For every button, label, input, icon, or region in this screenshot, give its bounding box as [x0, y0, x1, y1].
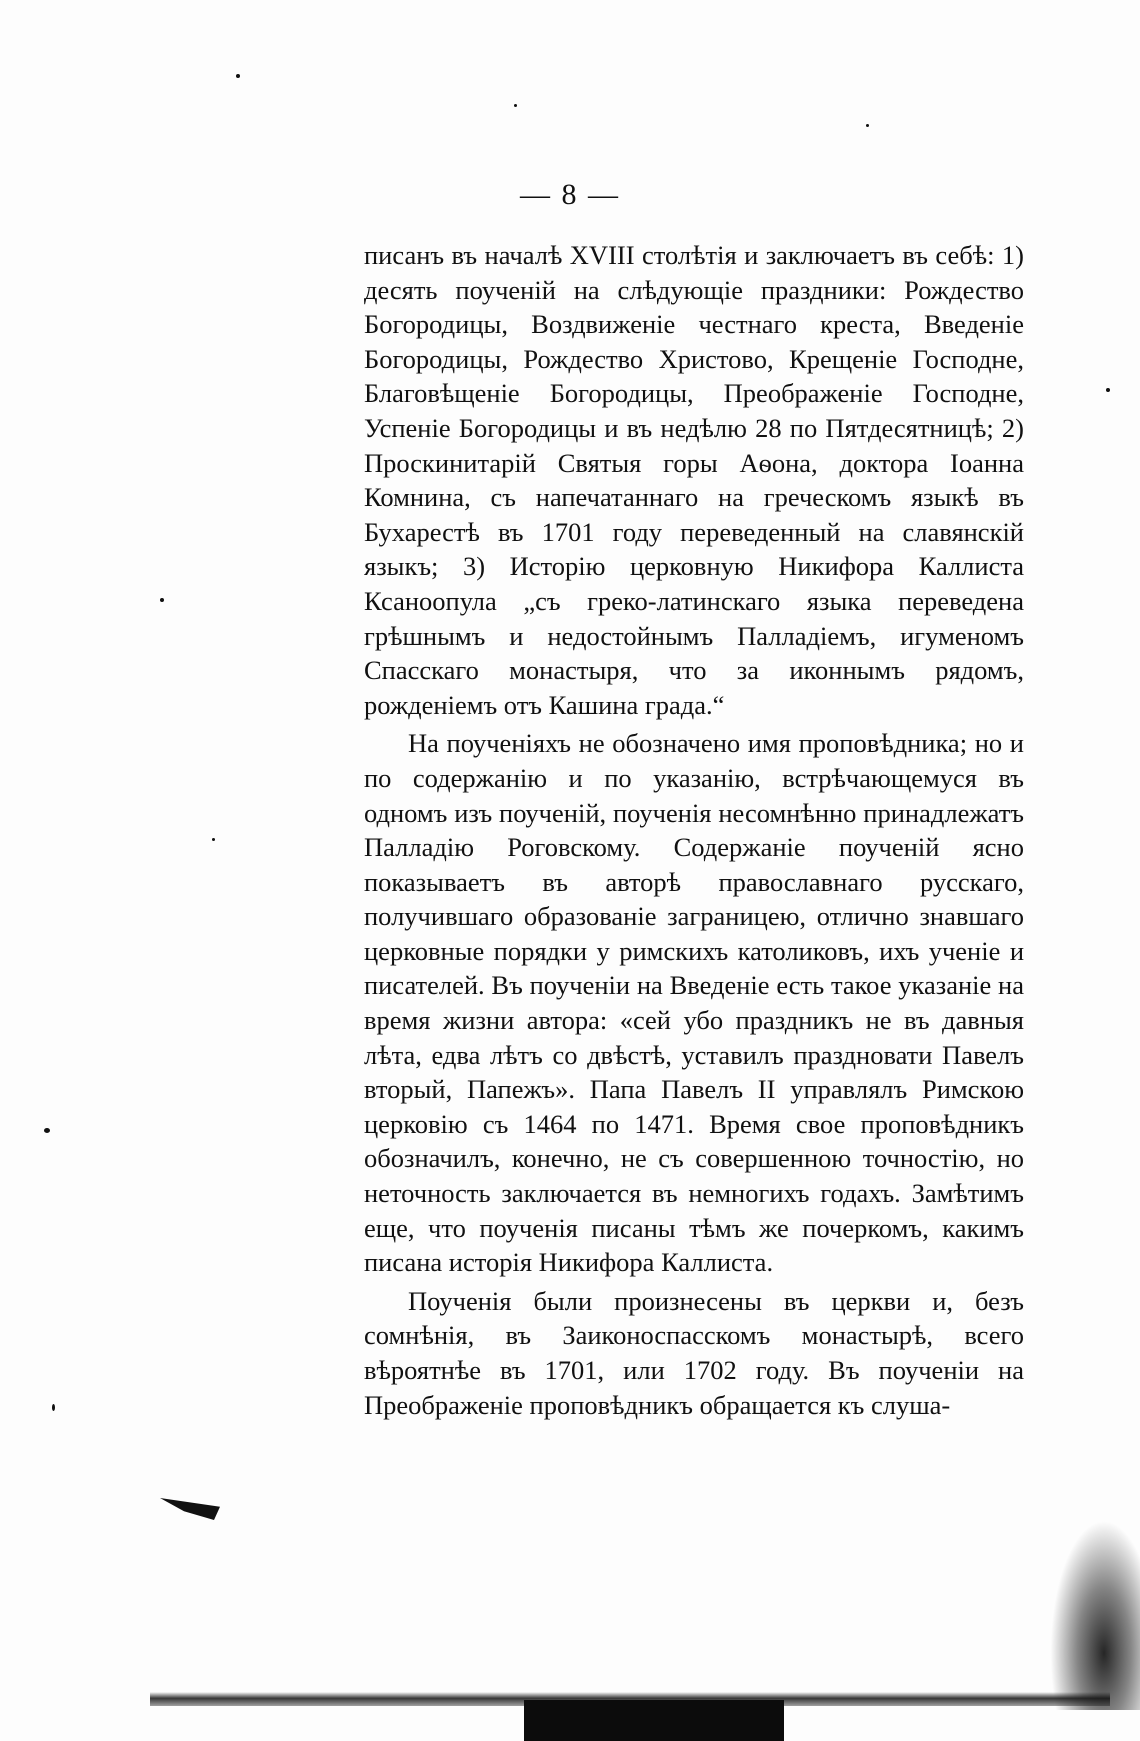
scan-speck	[866, 124, 869, 127]
scan-speck	[44, 1128, 50, 1133]
paragraph-3: Поученія были произнесены въ церкви и, безъ сомнѣнія, въ Заиконоспасскомъ монастырѣ, всего вѣроятнѣе въ 1701, или 1702 году. Въ поученіи на Преображеніе проповѣдникъ обращается къ слуша-	[364, 1285, 1024, 1420]
paragraph-1: писанъ въ началѣ XVIII столѣтія и заключаетъ въ себѣ: 1) десять поученій на слѣдующіе праздники: Рождество Богородицы, Воздвиженіе честнаго креста, Введеніе Богородицы, Рождество Христово, Крещеніе Господне, Благовѣщеніе Богородицы, Преображеніе Господне, Успеніе Богородицы и въ недѣлю 28 по Пятдесятницѣ; 2) Проскинитарій Святыя горы Аѳона, доктора Іоанна Комнина, съ напечатаннаго на греческомъ языкѣ въ Бухарестѣ въ 1701 году переведенный на славянскій языкъ; 3) Исторію церковную Никифора Каллиста Ксаноопула „съ греко-латинскаго языка переведена грѣшнымъ и недостойнымъ Палладіемъ, игуменомъ Спасскаго монастыря, что за иконнымъ рядомъ, рожденіемъ отъ Кашина града.“	[364, 240, 1024, 720]
scan-corner-smudge	[1050, 1520, 1140, 1710]
scan-speck	[236, 74, 240, 78]
scan-binding-strip	[524, 1700, 784, 1741]
scan-speck	[52, 1404, 55, 1411]
scan-speck	[212, 838, 215, 841]
scan-speck	[160, 598, 164, 602]
paragraph-2: На поученіяхъ не обозначено имя проповѣдника; но и по содержанію и по указанію, встрѣчающемуся въ одномъ изъ поученій, поученія несомнѣнно принадлежатъ Палладію Роговскому. Содержаніе поученій ясно показываетъ въ авторѣ православнаго русскаго, получившаго образованіе заграницею, отлично знавшаго церковные порядки у римскихъ католиковъ, ихъ ученіе и писателей. Въ поученіи на Введеніе есть такое указаніе на время жизни автора: «сей убо праздникъ не въ давныя лѣта, едва лѣтъ со двѣстѣ, уставилъ праздновати Павелъ вторый, Папежъ». Папа Павелъ II управлялъ Римскою церковію съ 1464 по 1471. Время свое проповѣдникъ обозначилъ, конечно, не съ совершенною точностію, но неточность заключается въ немногихъ годахъ. Замѣтимъ еще, что поученія писаны тѣмъ же почеркомъ, какимъ писана исторія Никифора Каллиста.	[364, 728, 1024, 1278]
scan-blot	[160, 1498, 220, 1520]
page-number: — 8 —	[520, 178, 620, 211]
body-text	[364, 238, 1024, 1422]
scan-speck	[514, 104, 517, 107]
scan-speck	[1106, 388, 1110, 392]
